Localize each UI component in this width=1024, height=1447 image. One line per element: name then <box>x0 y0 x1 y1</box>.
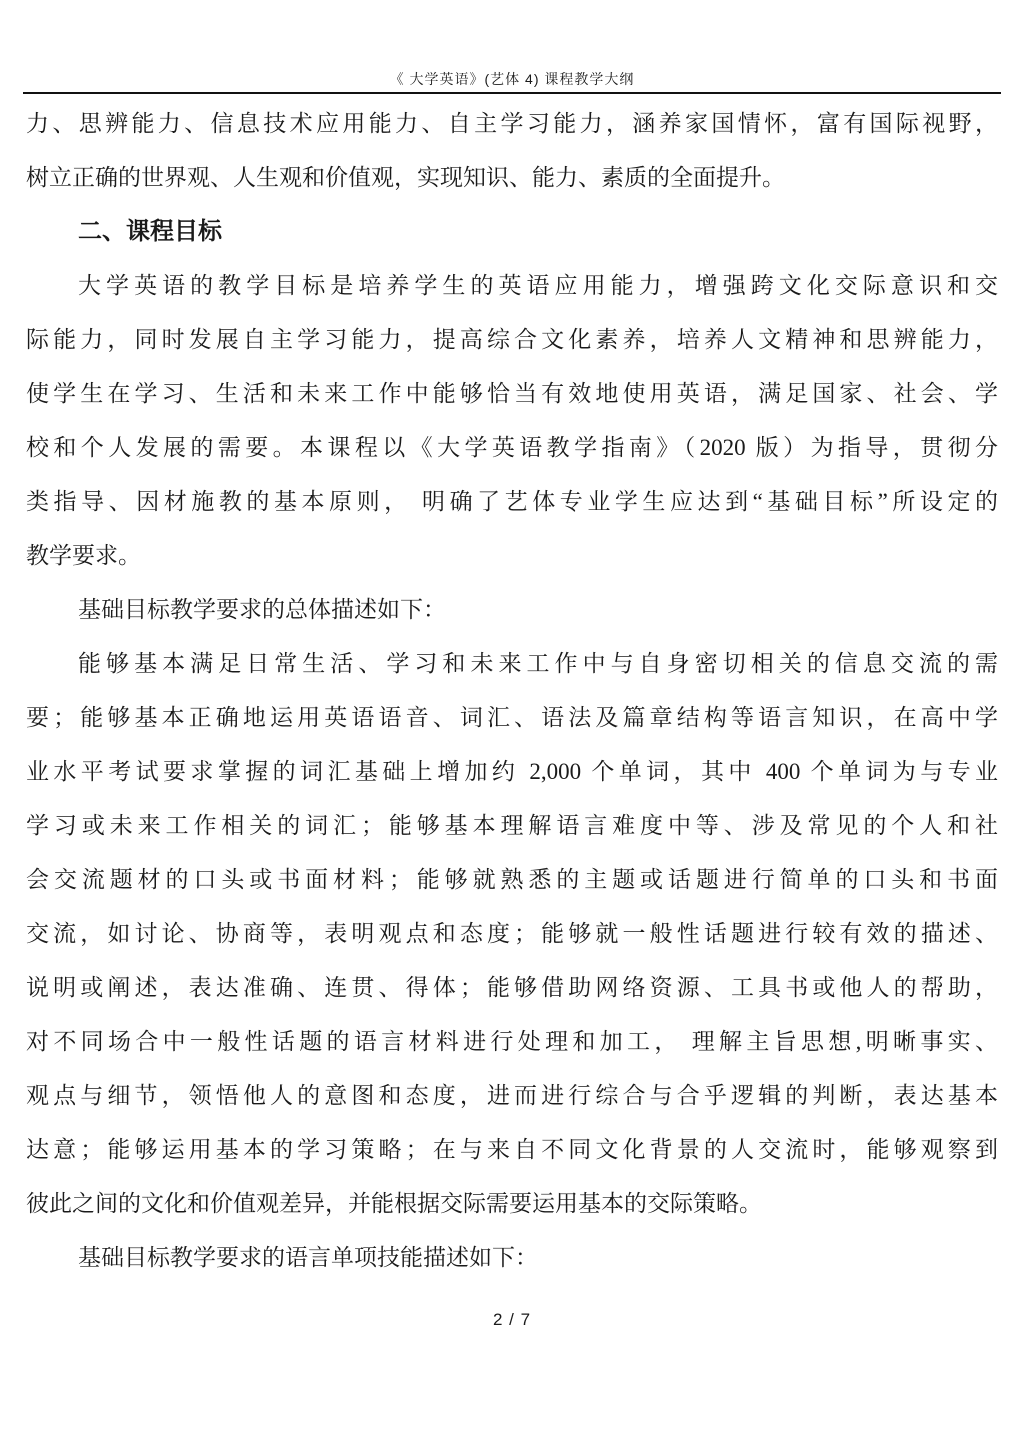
header-title: 《 大学英语》(艺体 4) 课程教学大纲 <box>389 71 635 87</box>
text-line: 大学英语的教学目标是培养学生的英语应用能力，增强跨文化交际意识和交 <box>78 273 998 298</box>
text-line: 观点与细节，领悟他人的意图和态度，进而进行综合与合乎逻辑的判断，表达基本 <box>26 1083 998 1108</box>
text-line: 基础目标教学要求的总体描述如下： <box>78 597 446 622</box>
text-line: 达意；能够运用基本的学习策略；在与来自不同文化背景的人交流时，能够观察到 <box>26 1137 998 1162</box>
text-line: 对不同场合中一般性话题的语言材料进行处理和加工， 理解主旨思想,明晰事实、 <box>26 1029 998 1054</box>
document-body <box>26 97 998 1285</box>
text-line: 类指导、因材施教的基本原则， 明确了艺体专业学生应达到“基础目标”所设定的 <box>26 489 998 514</box>
text-line: 二、课程目标 <box>78 218 222 245</box>
paragraph <box>26 259 998 583</box>
text-line: 力、思辨能力、信息技术应用能力、自主学习能力，涵养家国情怀，富有国际视野， <box>26 111 998 136</box>
text-line: 彼此之间的文化和价值观差异，并能根据交际需要运用基本的交际策略。 <box>26 1191 762 1216</box>
header-divider <box>23 92 1001 94</box>
paragraph <box>26 97 998 205</box>
text-line: 业水平考试要求掌握的词汇基础上增加约 2,000 个单词，其中 400 个单词为与专业 <box>26 759 998 784</box>
text-line: 能够基本满足日常生活、学习和未来工作中与自身密切相关的信息交流的需 <box>78 651 998 676</box>
text-line: 树立正确的世界观、人生观和价值观，实现知识、能力、素质的全面提升。 <box>26 165 785 190</box>
paragraph <box>26 637 998 1231</box>
text-line: 校和个人发展的需要。本课程以《大学英语教学指南》（2020 版）为指导，贯彻分 <box>26 435 998 460</box>
text-line: 说明或阐述，表达准确、连贯、得体；能够借助网络资源、工具书或他人的帮助， <box>26 975 998 1000</box>
text-line: 学习或未来工作相关的词汇；能够基本理解语言难度中等、涉及常见的个人和社 <box>26 813 998 838</box>
text-line: 交流，如讨论、协商等，表明观点和态度；能够就一般性话题进行较有效的描述、 <box>26 921 998 946</box>
paragraph <box>26 1231 998 1285</box>
page-number: 2 / 7 <box>492 1310 532 1329</box>
text-line: 要；能够基本正确地运用英语语音、词汇、语法及篇章结构等语言知识，在高中学 <box>26 705 998 730</box>
paragraph <box>26 583 998 637</box>
text-line: 会交流题材的口头或书面材料；能够就熟悉的主题或话题进行简单的口头和书面 <box>26 867 998 892</box>
text-line: 基础目标教学要求的语言单项技能描述如下： <box>78 1245 538 1270</box>
page-header <box>0 0 1024 94</box>
text-line: 使学生在学习、生活和未来工作中能够恰当有效地使用英语，满足国家、社会、学 <box>26 381 998 406</box>
text-line: 际能力，同时发展自主学习能力，提高综合文化素养，培养人文精神和思辨能力， <box>26 327 998 352</box>
text-line: 教学要求。 <box>26 543 141 568</box>
section-heading <box>26 205 998 259</box>
